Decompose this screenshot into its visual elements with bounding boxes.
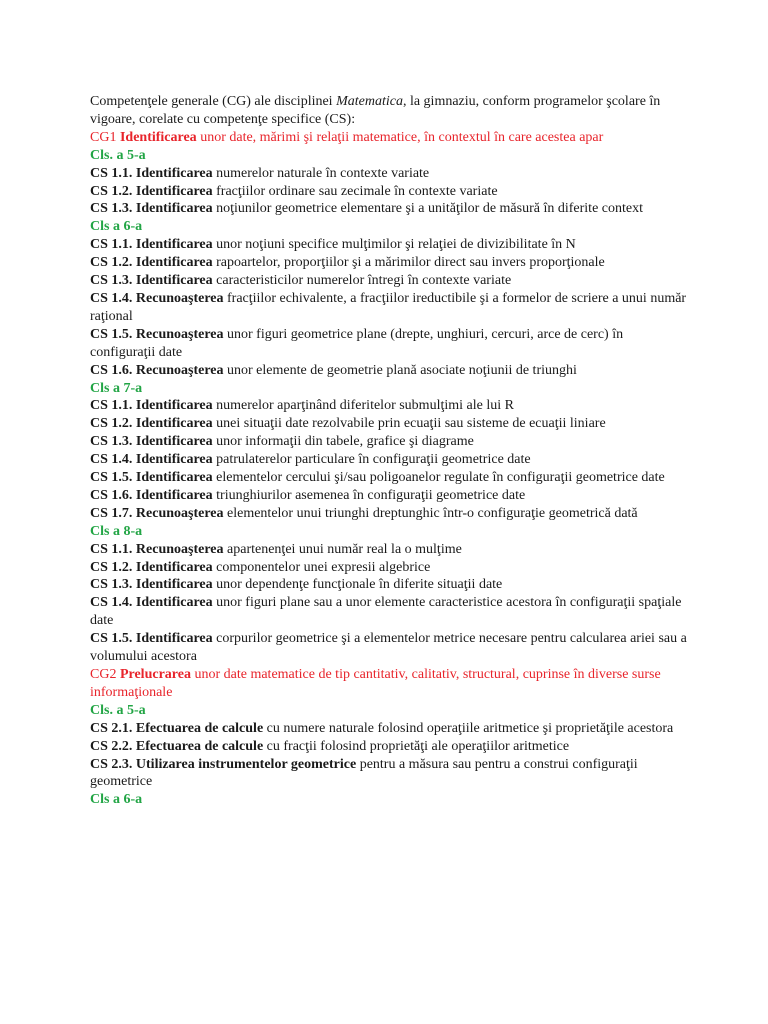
competence-code: CS 1.3. — [90, 201, 136, 217]
competence-text: elementelor unui triunghi dreptunghic într-o configuraţie geometrică dată — [223, 505, 638, 521]
competence-verb: Recunoaşterea — [135, 505, 224, 521]
specific-competence — [90, 541, 690, 559]
competence-verb: Efectuarea de calcule — [135, 720, 264, 736]
competence-code: CS 2.3. — [90, 756, 136, 772]
specific-competence — [90, 236, 690, 254]
specific-competence — [90, 451, 690, 469]
competence-code: CG2 — [90, 667, 120, 682]
competence-text: apartenenţei unui număr real la o mulţime — [223, 541, 462, 557]
competence-text: cu fracţii folosind proprietăţi ale operaţiilor aritmetice — [263, 738, 570, 754]
specific-competence — [90, 415, 690, 433]
specific-competence — [90, 720, 690, 738]
competence-code: CS 1.5. — [90, 470, 136, 486]
document-page — [90, 93, 690, 809]
specific-competence — [90, 505, 690, 523]
competence-verb: Identificarea — [135, 237, 213, 253]
competence-text: elementelor cercului şi/sau poligoanelor regulate în configuraţii geometrice date — [212, 470, 665, 486]
competence-code: CS 1.4. — [90, 595, 136, 611]
competence-code: CS 1.2. — [90, 416, 136, 432]
specific-competence — [90, 559, 690, 577]
competence-text: fracţiilor ordinare sau zecimale în contexte variate — [212, 183, 498, 199]
competence-verb: Identificarea — [135, 595, 213, 611]
subject-name: Matematica — [336, 94, 403, 109]
specific-competence — [90, 362, 690, 380]
general-competence — [90, 666, 690, 702]
competence-code: CS 1.4. — [90, 452, 136, 468]
competence-code: CG1 — [90, 129, 120, 145]
competence-text: pentru a măsura sau pentru a construi configuraţii geometrice — [90, 756, 638, 790]
competence-text: corpurilor geometrice şi a elementelor metrice necesare pentru calcularea ariei sau a volumului acestora — [90, 631, 687, 665]
competence-verb: Identificarea — [135, 398, 213, 414]
specific-competence — [90, 290, 690, 326]
competence-text: triunghiurilor asemenea în configuraţii geometrice date — [212, 487, 526, 503]
competence-text: unor figuri geometrice plane (drepte, unghiuri, cercuri, arce de cerc) în configuraţii date — [90, 326, 624, 360]
specific-competence — [90, 397, 690, 415]
competence-verb: Efectuarea de calcule — [135, 738, 264, 754]
class-heading: Cls. a 5-a — [90, 147, 146, 163]
competence-verb: Identificarea — [135, 165, 213, 181]
specific-competence — [90, 272, 690, 290]
competence-verb: Prelucrarea — [119, 667, 191, 682]
competence-code: CS 1.4. — [90, 290, 136, 306]
competence-code: CS 1.2. — [90, 255, 136, 271]
competence-text: noţiunilor geometrice elementare şi a unităţilor de măsură în diferite context — [212, 201, 643, 217]
specific-competence — [90, 576, 690, 594]
competence-list — [90, 129, 690, 809]
competence-code: CS 2.1. — [90, 720, 136, 736]
competence-code: CS 1.1. — [90, 165, 136, 181]
competence-code: CS 1.1. — [90, 398, 136, 414]
competence-text: caracteristicilor numerelor întregi în contexte variate — [212, 273, 512, 289]
competence-verb: Recunoaşterea — [135, 290, 224, 306]
intro-paragraph — [90, 93, 690, 129]
competence-verb: Recunoaşterea — [135, 362, 224, 378]
specific-competence — [90, 738, 690, 756]
competence-verb: Recunoaşterea — [135, 326, 224, 342]
class-heading: Cls a 6-a — [90, 219, 143, 235]
competence-code: CS 1.1. — [90, 237, 136, 253]
competence-verb: Identificarea — [135, 183, 213, 199]
competence-verb: Identificarea — [135, 487, 213, 503]
competence-code: CS 1.7. — [90, 505, 136, 521]
competence-verb: Identificarea — [135, 559, 213, 575]
competence-text: patrulaterelor particulare în configuraţii geometrice date — [212, 452, 531, 468]
competence-verb: Identificarea — [135, 273, 213, 289]
competence-code: CS 1.6. — [90, 362, 136, 378]
competence-verb: Utilizarea instrumentelor geometrice — [135, 756, 357, 772]
competence-verb: Identificarea — [135, 452, 213, 468]
specific-competence — [90, 756, 690, 792]
competence-text: fracţiilor echivalente, a fracţiilor ireductibile şi a formelor de scriere a unui număr raţional — [90, 290, 687, 324]
specific-competence — [90, 469, 690, 487]
competence-code: CS 1.1. — [90, 541, 136, 557]
competence-code: CS 1.2. — [90, 559, 136, 575]
competence-text: unor date matematice de tip cantitativ, calitativ, structural, cuprinse în diverse surse informaţionale — [90, 667, 661, 700]
class-heading: Cls a 8-a — [90, 523, 143, 539]
competence-verb: Identificarea — [135, 416, 213, 432]
competence-code: CS 1.2. — [90, 183, 136, 199]
competence-text: rapoartelor, proporţiilor şi a mărimilor direct sau invers proporţionale — [212, 255, 605, 271]
general-competence — [90, 129, 690, 147]
intro-text-end: , la gimnaziu, conform programelor şcolare în vigoare, corelate cu competenţe specifice (CS): — [90, 94, 661, 127]
specific-competence — [90, 630, 690, 666]
competence-verb: Identificarea — [135, 434, 213, 450]
competence-verb: Identificarea — [119, 129, 197, 145]
competence-text: numerelor naturale în contexte variate — [212, 165, 430, 181]
competence-verb: Identificarea — [135, 201, 213, 217]
specific-competence — [90, 165, 690, 183]
specific-competence — [90, 487, 690, 505]
competence-verb: Identificarea — [135, 631, 213, 647]
competence-code: CS 1.3. — [90, 577, 136, 593]
competence-code: CS 1.5. — [90, 631, 136, 647]
specific-competence — [90, 594, 690, 630]
competence-text: unor date, mărimi şi relaţii matematice, în contextul în care acestea apar — [196, 129, 604, 145]
specific-competence — [90, 200, 690, 218]
class-heading: Cls. a 5-a — [90, 702, 146, 718]
competence-code: CS 1.3. — [90, 273, 136, 289]
competence-verb: Identificarea — [135, 255, 213, 271]
competence-verb: Recunoaşterea — [135, 541, 224, 557]
competence-text: cu numere naturale folosind operaţiile aritmetice şi proprietăţile acestora — [263, 720, 674, 736]
competence-code: CS 1.5. — [90, 326, 136, 342]
competence-code: CS 2.2. — [90, 738, 136, 754]
class-heading: Cls a 7-a — [90, 380, 143, 396]
specific-competence — [90, 254, 690, 272]
competence-text: unei situaţii date rezolvabile prin ecuaţii sau sisteme de ecuaţii liniare — [212, 416, 606, 432]
competence-text: numerelor aparţinând diferitelor submulţimi ale lui R — [212, 398, 514, 414]
competence-text: componentelor unei expresii algebrice — [212, 559, 431, 575]
specific-competence — [90, 433, 690, 451]
class-heading: Cls a 6-a — [90, 792, 143, 808]
competence-text: unor dependenţe funcţionale în diferite situaţii date — [212, 577, 503, 593]
intro-text: Competenţele generale (CG) ale disciplinei — [90, 94, 337, 109]
competence-text: unor noţiuni specifice mulţimilor şi relaţiei de divizibilitate în N — [212, 237, 576, 253]
competence-code: CS 1.6. — [90, 487, 136, 503]
competence-text: unor informaţii din tabele, grafice şi diagrame — [212, 434, 474, 450]
competence-verb: Identificarea — [135, 577, 213, 593]
specific-competence — [90, 183, 690, 201]
competence-code: CS 1.3. — [90, 434, 136, 450]
competence-text: unor elemente de geometrie plană asociate noţiunii de triunghi — [223, 362, 577, 378]
competence-verb: Identificarea — [135, 470, 213, 486]
specific-competence — [90, 326, 690, 362]
competence-text: unor figuri plane sau a unor elemente caracteristice acestora în configuraţii spaţiale date — [90, 595, 682, 629]
